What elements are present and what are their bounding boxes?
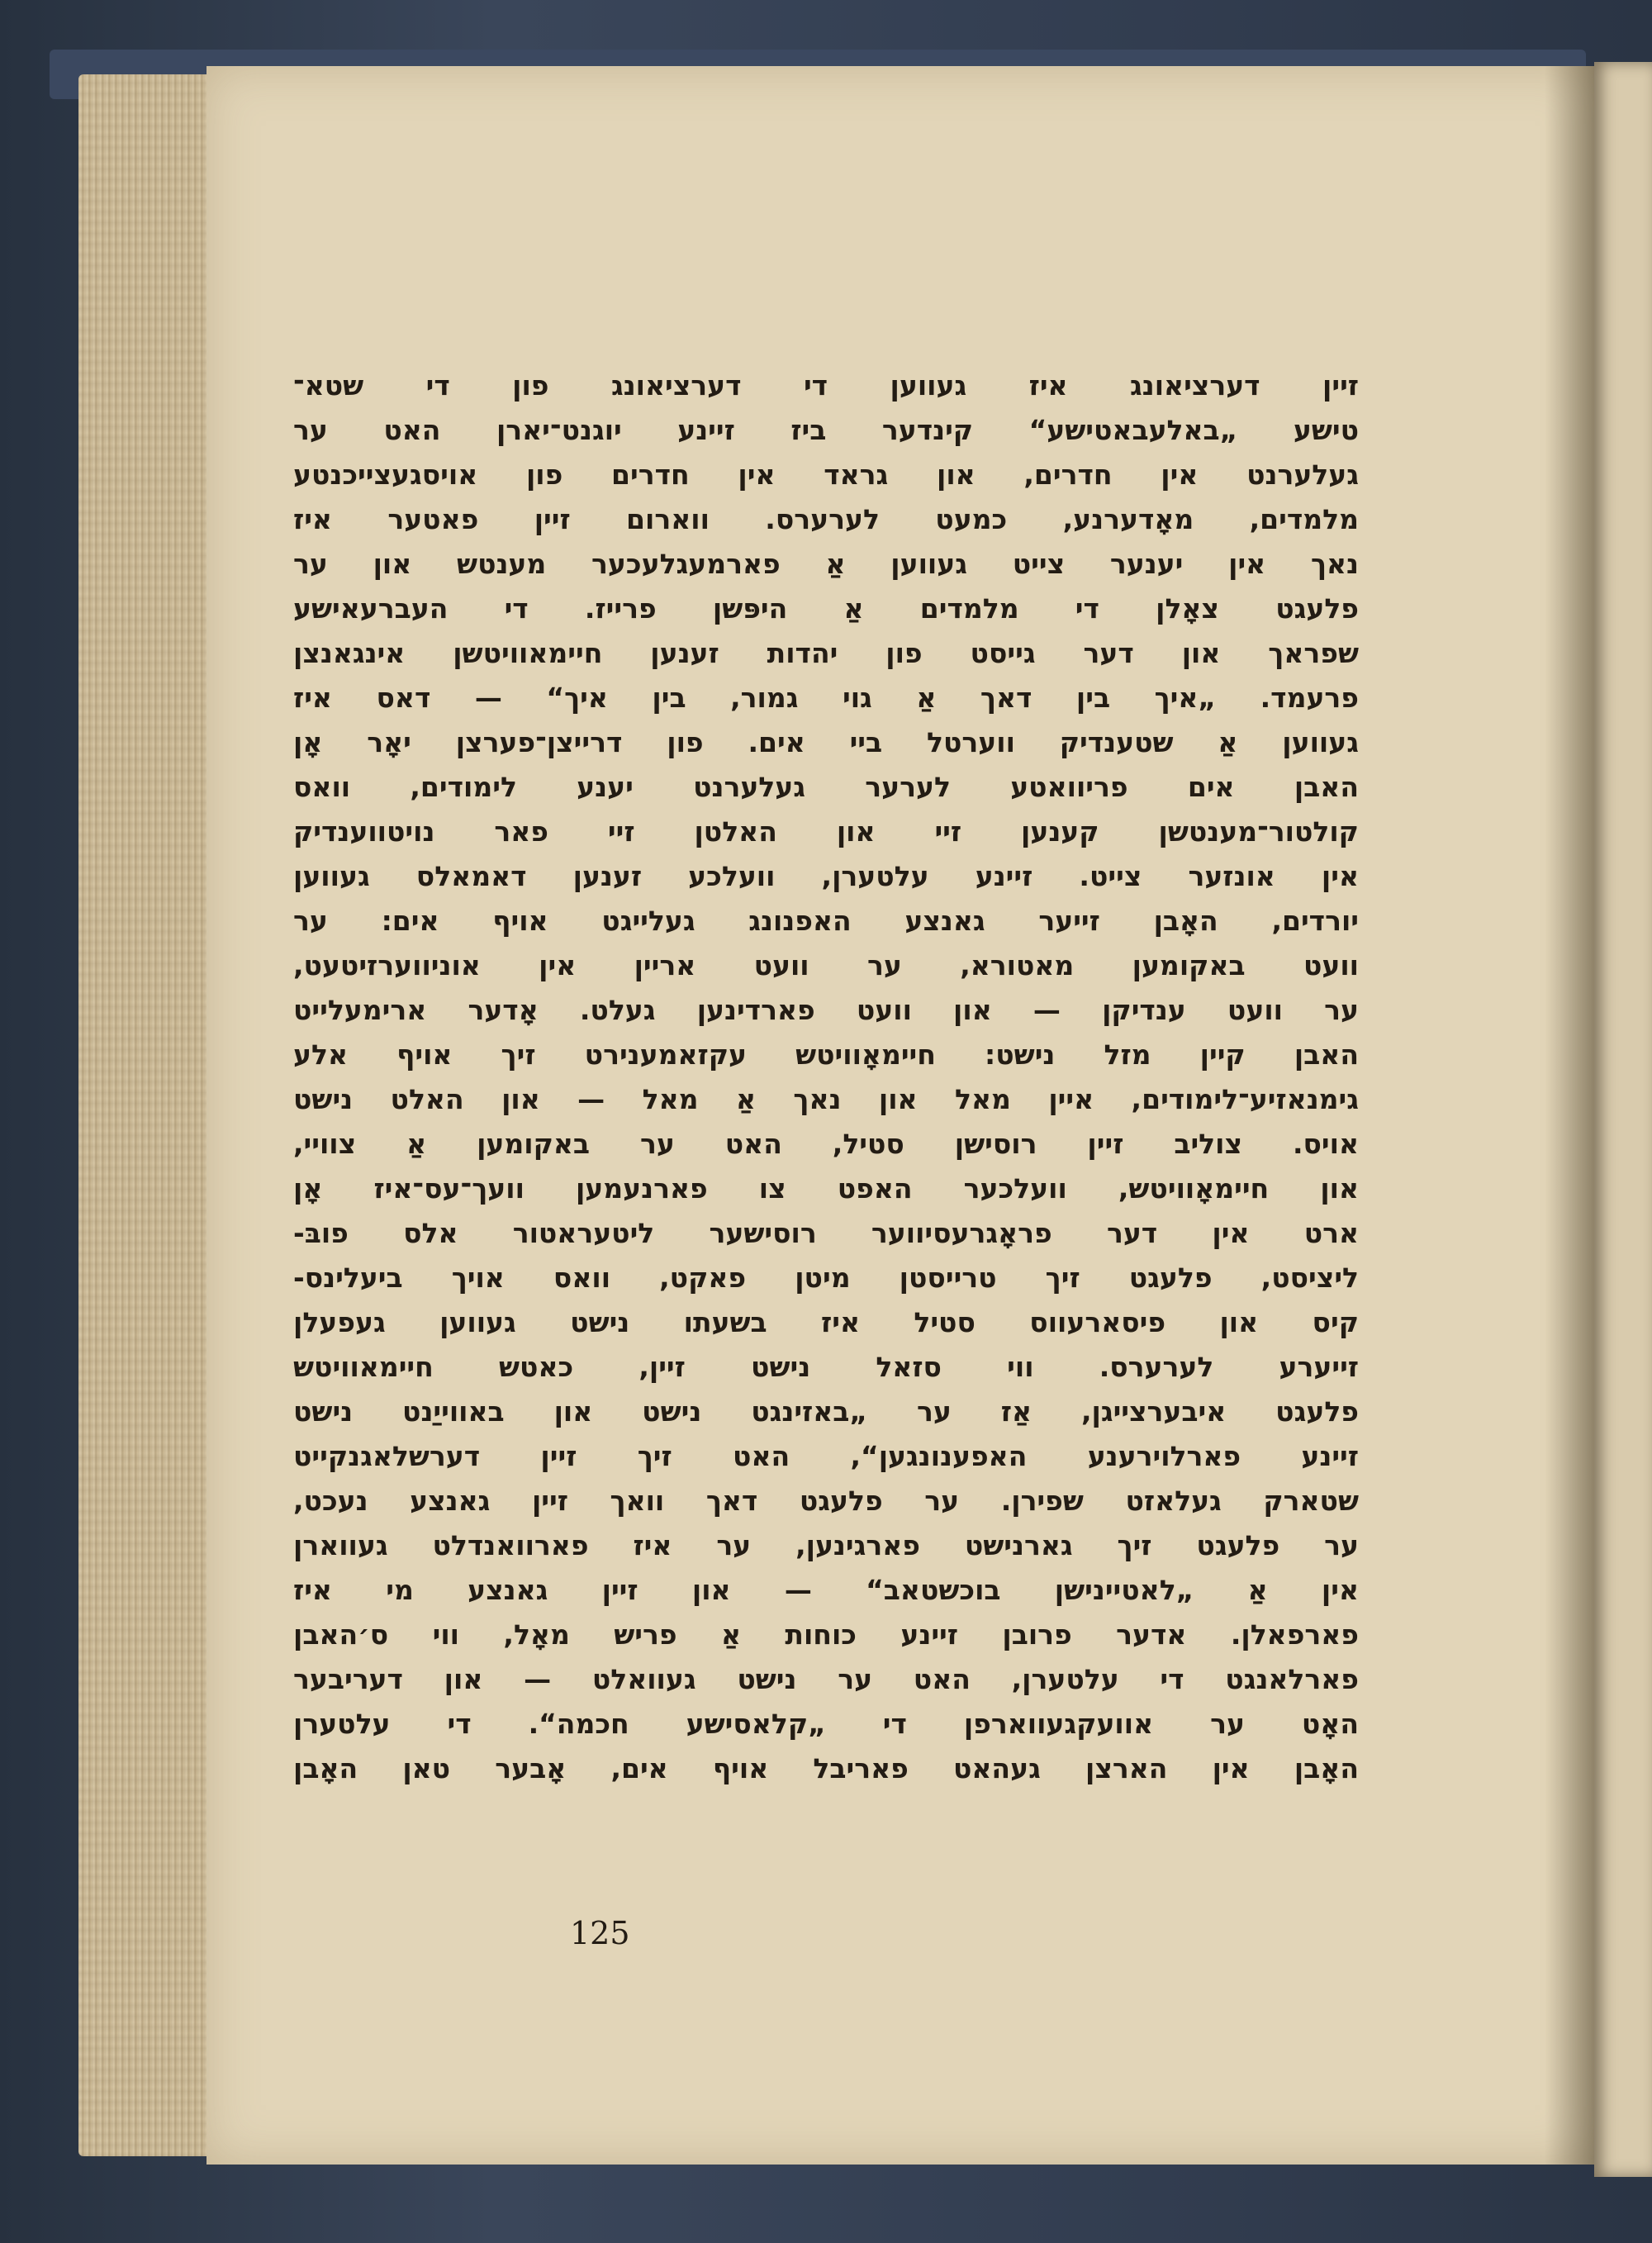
text-line: נאך אין יענער צייט געווען אַ פארמעגלעכער מענטש און ער [293, 548, 1359, 580]
text-line: זיינע פארלוירענע האפענונגען“, האט זיך זיין דערשלאגנקייט [293, 1440, 1359, 1472]
text-line: זייערע לערערס. ווי סזאל נישט זיין, כאטש חיימאוויטש [293, 1351, 1359, 1383]
text-line: האָט ער אוועקגעווארפן די „קלאסישע חכמה“. די עלטערן [293, 1708, 1359, 1740]
text-line: געווען אַ שטענדיק ווערטל ביי אים. פון דרייצן־פערצן יאָר אָן [293, 726, 1359, 758]
text-line: פלעגט צאָלן די מלמדים אַ היפּשן פרייז. די העברעאישע [293, 592, 1359, 625]
text-line: געלערנט אין חדרים, און גראד אין חדרים פון אויסגעצייכנטע [293, 459, 1359, 491]
text-line: פארפאלן. אדער פרובן זיינע כוחות אַ פריש מאָל, ווי ס׳האבן [293, 1618, 1359, 1651]
text-line: אין אַ „לאטיינישן בוכשטאב“ — און זיין גאנצע מי איז [293, 1574, 1359, 1606]
text-line: קיס און פיסארעווס סטיל איז בשעתו נישט געווען געפעלן [293, 1306, 1359, 1338]
text-line: אויס. צוליב זיין רוסישן סטיל, האט ער באקומען אַ צוויי, [293, 1128, 1359, 1160]
text-line: פרעמד. „איך בין דאך אַ גוי גמור, בין איך“ — דאס איז [293, 682, 1359, 714]
text-line: ער פלעגט זיך גארנישט פארגינען, ער איז פארוואנדלט געווארן [293, 1529, 1359, 1561]
text-line: מלמדים, מאָדערנע, כמעט לערערס. ווארום זיין פאטער איז [293, 503, 1359, 535]
page-number: 125 [570, 1915, 630, 1951]
text-line: שפראך און דער גייסט פון יהדות זענען חיימאוויטשן אינגאנצן [293, 637, 1359, 669]
text-line: האבן קיין מזל נישט: חיימאָוויטש עקזאמענירט זיך אויף אלע [293, 1038, 1359, 1071]
page-edges [78, 74, 219, 2156]
facing-page-edge [1594, 62, 1652, 2177]
text-line: יורדים, האָבן זייער גאנצע האפנונג געלייגט אויף אים: ער [293, 905, 1359, 937]
text-line: פארלאנגט די עלטערן, האט ער נישט געוואלט — און דעריבער [293, 1663, 1359, 1695]
text-line: און חיימאָוויטש, וועלכער האפט צו פארנעמען וועך־עס־איז אָן [293, 1172, 1359, 1205]
text-line: קולטור־מענטשן קענען זיי און האלטן זיי פאר נויטווענדיק [293, 815, 1359, 848]
text-line: טישע „באלעבאטישע“ קינדער ביז זיינע יוגנט־יארן האט ער [293, 414, 1359, 446]
text-line: פלעגט איבערצייגן, אַז ער „באזינגט נישט און באווייַנט נישט [293, 1395, 1359, 1428]
text-line: גימנאזיע־לימודים, איין מאל און נאך אַ מאל — און האלט נישט [293, 1083, 1359, 1115]
text-line: אין אונזער צייט. זיינע עלטערן, וועלכע זענען דאמאלס געווען [293, 860, 1359, 892]
gutter-shadow [1545, 66, 1594, 2165]
text-line: זיין דערציאונג איז געווען די דערציאונג פון די שטא־ [293, 369, 1359, 402]
text-line: ער וועט ענדיקן — און וועט פארדינען געלט. אָדער ארימעלייט [293, 994, 1359, 1026]
text-line: שטארק געלאזט שפירן. ער פלעגט דאך וואך זיין גאנצע נעכט, [293, 1485, 1359, 1517]
text-line: ליציסט, פלעגט זיך טרייסטן מיטן פאקט, וואס אויך ביעלינס- [293, 1262, 1359, 1294]
body-text [293, 364, 1359, 1791]
text-line: האבן אים פריוואטע לערער געלערנט יענע לימודים, וואס [293, 771, 1359, 803]
text-line: האָבן אין הארצן געהאט פאריבל אויף אים, אָבער טאן האָבן [293, 1752, 1359, 1784]
text-line: ארט אין דער פראָגרעסיווער רוסישער ליטעראטור אלס פובּ- [293, 1217, 1359, 1249]
text-line: וועט באקומען מאטורא, ער וועט אריין אין אוניווערזיטעט, [293, 949, 1359, 981]
